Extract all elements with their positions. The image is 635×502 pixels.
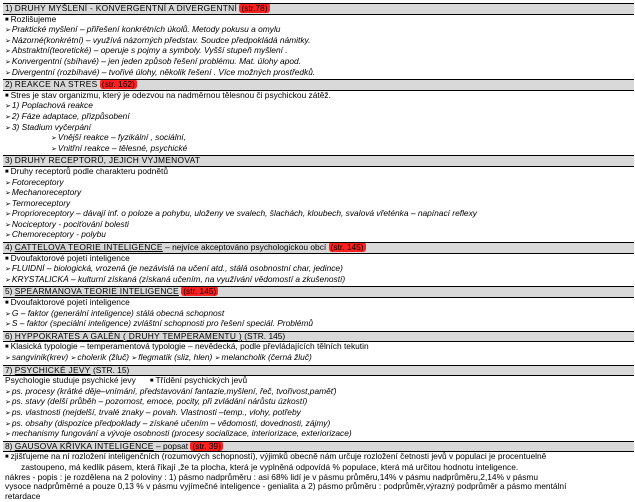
arrow-bullet-icon: ➢: [5, 27, 11, 35]
square-bullet-icon: ■: [5, 454, 9, 461]
list-item: ➢ps. vlastnosti (nejdelší, trvalé znaky – povah. Vlastnosti –temp., vlohy, potřeby: [5, 407, 301, 417]
section-number: 5): [5, 287, 13, 297]
page-reference: (STR. 145): [244, 331, 286, 341]
section-title: CATTELOVA TEORIE INTELIGENCE: [14, 243, 163, 253]
list-item: ➢ps. stavy (delší průběh – pozornost, emoce, pocity, při zvládání nárůstu úzkostí): [5, 397, 308, 407]
paragraph-line: nákres - popis : je rozdělena na 2 poloviny : 1) pásmo nadprůměru : asi 68% lidí je v pásmu průměru,14% v pásmu nadprůměru,2,14% v pásmu: [5, 472, 539, 482]
list-item: ➢Názorné(konkrétní) – využívá názorných představ. Soudce předpokládá námitky.: [5, 35, 311, 45]
arrow-bullet-icon: ➢: [131, 355, 138, 362]
section-title: SPEARMANOVA TEORIE INTELIGENCE: [14, 287, 179, 297]
list-item: ➢KRYSTALICKÁ – kulturní získaná (získaná učením, na využívání vědomostí a zkušeností): [5, 274, 346, 284]
list-item: ➢G – faktor (generální inteligence) stálá obecná schopnost: [5, 308, 225, 318]
list-subitem: ➢Vnitřní reakce – tělesné, psychické: [51, 143, 188, 153]
section-header: [3, 287, 634, 298]
list-item: ■ Druhy receptorů podle charakteru podnětů: [5, 166, 168, 176]
list-item: ➢S – faktor (speciální inteligence) zvláštní schopnosti pro řešení speciál. Problémů: [5, 319, 314, 329]
section-3: [3, 156, 634, 243]
list-item: ➢1) Poplachová reakce: [5, 101, 93, 111]
section-header: [3, 156, 634, 167]
section-number: 8): [5, 441, 13, 451]
list-item: ➢mechanismy fungování a vývoje osobnosti (procesy socializace, interiorizace, exteriorizace): [5, 429, 352, 439]
square-bullet-icon: ■: [5, 344, 9, 351]
square-bullet-icon: ■: [5, 300, 9, 307]
arrow-bullet-icon: ➢: [5, 420, 11, 428]
arrow-bullet-icon: ➢: [5, 221, 11, 229]
section-header: [3, 442, 634, 453]
section-number: 2): [5, 80, 13, 90]
arrow-bullet-icon: ➢: [5, 276, 11, 284]
section-title: DRUHY MYŠLENÍ - KONVERGENTNÍ A DIVERGENTNÍ: [14, 4, 238, 13]
list-item: ■ Dvoufaktorové pojetí inteligence: [5, 298, 130, 308]
paragraph-line: vysoce nadprůměrné a pouze 0,13 % v pásmu vyjímečné inteligence - genialita a 2) pásmo průměru : podprůměr,výrazný podprůměr a pásmo mentální: [5, 482, 567, 492]
section-4: [3, 243, 634, 287]
list-item: ➢Praktické myšlení – přiřešení konkrétních úkolů. Metody pokusu a omylu: [5, 25, 281, 35]
square-bullet-icon: ■: [5, 168, 9, 175]
section-number: 7): [5, 365, 13, 375]
section-title: PSYCHICKÉ JEVY: [14, 365, 91, 375]
list-item: ■ Rozlišujeme: [5, 14, 57, 24]
arrow-bullet-icon: ➢: [5, 321, 11, 329]
list-item: ➢ps. procesy (krátké děje–vnímání, představování fantazie,myšlení, řeč, tvořivost,paměť): [5, 386, 337, 396]
section-5: [3, 287, 634, 331]
arrow-bullet-icon: ➢: [5, 431, 11, 439]
square-bullet-icon: ■: [5, 92, 9, 99]
list-item: ➢Proprioreceptory – dávají inf. o poloze a pohybu, uloženy ve svalech, šlachách, kloubech, svalová vřeténka – napínací reflexy: [5, 209, 477, 219]
arrow-bullet-icon: ➢: [5, 48, 11, 56]
arrow-bullet-icon: ➢: [5, 179, 11, 187]
arrow-bullet-icon: ➢: [5, 310, 11, 318]
list-item: ■ Dvoufaktorové pojetí inteligence: [5, 253, 130, 263]
page-reference: (STR. 15): [92, 365, 130, 375]
list-item: ➢Termoreceptory: [5, 198, 71, 208]
section-header: [3, 366, 634, 377]
page-reference-badge: (str.78): [241, 4, 268, 13]
arrow-bullet-icon: ➢: [5, 37, 11, 45]
arrow-bullet-icon: ➢: [5, 200, 11, 208]
arrow-bullet-icon: ➢: [214, 355, 221, 362]
page-reference-badge: (str. 39): [192, 441, 221, 451]
arrow-bullet-icon: ➢: [5, 266, 11, 274]
section-header: [3, 332, 634, 343]
list-item: ➢Divergentní (rozbíhavé) – tvořivé úlohy, několik řešení . Více možných prostředků.: [5, 67, 316, 77]
arrow-bullet-icon: ➢: [5, 388, 11, 396]
section-number: 6): [5, 331, 13, 341]
list-item: ■ Stres je stav organizmu, který je odezvou na nadměrnou tělesnou či psychickou zátěž.: [5, 90, 331, 100]
arrow-bullet-icon: ➢: [5, 103, 11, 111]
section-number: 4): [5, 243, 13, 253]
arrow-bullet-icon: ➢: [5, 113, 11, 121]
section-title-suffix: – nejvíce akceptováno psychologickou obcí: [162, 243, 327, 253]
list-item: ➢Mechanoreceptory: [5, 188, 82, 198]
section-title: REAKCE NA STRES: [14, 80, 98, 90]
list-item: ➢3) Stadium vyčerpání: [5, 122, 92, 132]
paragraph-line: retardace: [5, 491, 41, 501]
arrow-bullet-icon: ➢: [5, 211, 11, 219]
list-item: ➢Konvergentní (sbíhavé) – jen jeden způsob řešení problému. Mat. úlohy apod.: [5, 56, 301, 66]
list-item: ➢FLUIDNÍ – biologická, vrozená (je nezávislá na učení atd., stálá osobnostní char, jedince): [5, 264, 343, 274]
list-item: ■ Klasická typologie – temperamentová typologie – nevědecká, podle převládajících tělních tekutin: [5, 342, 369, 352]
section-8: [3, 442, 634, 502]
section-number: 1): [5, 4, 13, 13]
arrow-bullet-icon: ➢: [5, 58, 11, 66]
arrow-bullet-icon: ➢: [70, 355, 77, 362]
arrow-bullet-icon: ➢: [5, 399, 11, 407]
arrow-bullet-icon: ➢: [5, 355, 11, 362]
temperament-list: ➢sangvinik(krev) ➢cholerik (žluč) ➢flegmatik (sliz, hlen) ➢melancholik (černá žluč): [5, 353, 312, 362]
square-bullet-icon: ■: [5, 16, 9, 23]
list-item: ➢ps. obsahy (dispozice předpoklady – získané učením – vědomosti, dovednosti, zájmy): [5, 418, 331, 428]
section-title-suffix: – popsat: [153, 441, 189, 451]
list-item: Psychologie studuje psychické jevy ■ Třídění psychických jevů: [5, 376, 248, 386]
page-reference-badge: (str. 145): [330, 243, 364, 253]
square-bullet-icon: ■: [149, 378, 154, 385]
page-reference-badge: (str. 162): [101, 80, 135, 90]
section-title: GAUSOVA KŘIVKA INTELIGENCE: [14, 441, 154, 451]
section-title: HYPPOKRATES A GALÉN ( DRUHY TEMPERAMENTU ): [14, 331, 242, 341]
section-2: [3, 80, 634, 156]
arrow-bullet-icon: ➢: [5, 232, 11, 240]
document-page: [3, 3, 634, 502]
section-header: [3, 243, 634, 254]
section-1: [3, 3, 634, 80]
section-header: [3, 4, 634, 15]
list-item: ➢2) Fáze adaptace, přizpůsobení: [5, 111, 130, 121]
arrow-bullet-icon: ➢: [5, 409, 11, 417]
paragraph-line: ■ zjišťujeme na ní rozložení inteligenčních (rozumových schopností), výjimků obecně nám určuje rozložení četnosti jevů v populaci je procentuelně: [5, 452, 547, 462]
arrow-bullet-icon: ➢: [5, 69, 11, 77]
list-item: ➢Chemoreceptory - polybu: [5, 230, 106, 240]
section-header: [3, 80, 634, 91]
page-reference-badge: (str. 145): [183, 287, 217, 297]
list-item: ➢Abstraktní(teoretické) – operuje s pojmy a symboly. Vyšší stupeň myšlení .: [5, 46, 288, 56]
section-7: [3, 366, 634, 442]
arrow-bullet-icon: ➢: [51, 145, 57, 153]
list-subitem: ➢Vnější reakce – fyzikální , sociální,: [51, 133, 186, 143]
arrow-bullet-icon: ➢: [51, 135, 57, 143]
section-6: [3, 332, 634, 366]
arrow-bullet-icon: ➢: [5, 124, 11, 132]
section-number: 3): [5, 156, 13, 166]
square-bullet-icon: ■: [5, 255, 9, 262]
list-item: ➢Fotoreceptory: [5, 177, 64, 187]
list-item: ➢Nociceptory - pociťování bolesti: [5, 219, 129, 229]
section-title: DRUHY RECEPTORŮ, JEJICH VYJMENOVAT: [14, 156, 201, 166]
arrow-bullet-icon: ➢: [5, 190, 11, 198]
paragraph-line: zastoupeno, má kedlik pásem, která říkají ,že ta plocha, která je vyplněná odpovídá % populace, která má určitou hodnotu inteligence.: [21, 462, 519, 472]
